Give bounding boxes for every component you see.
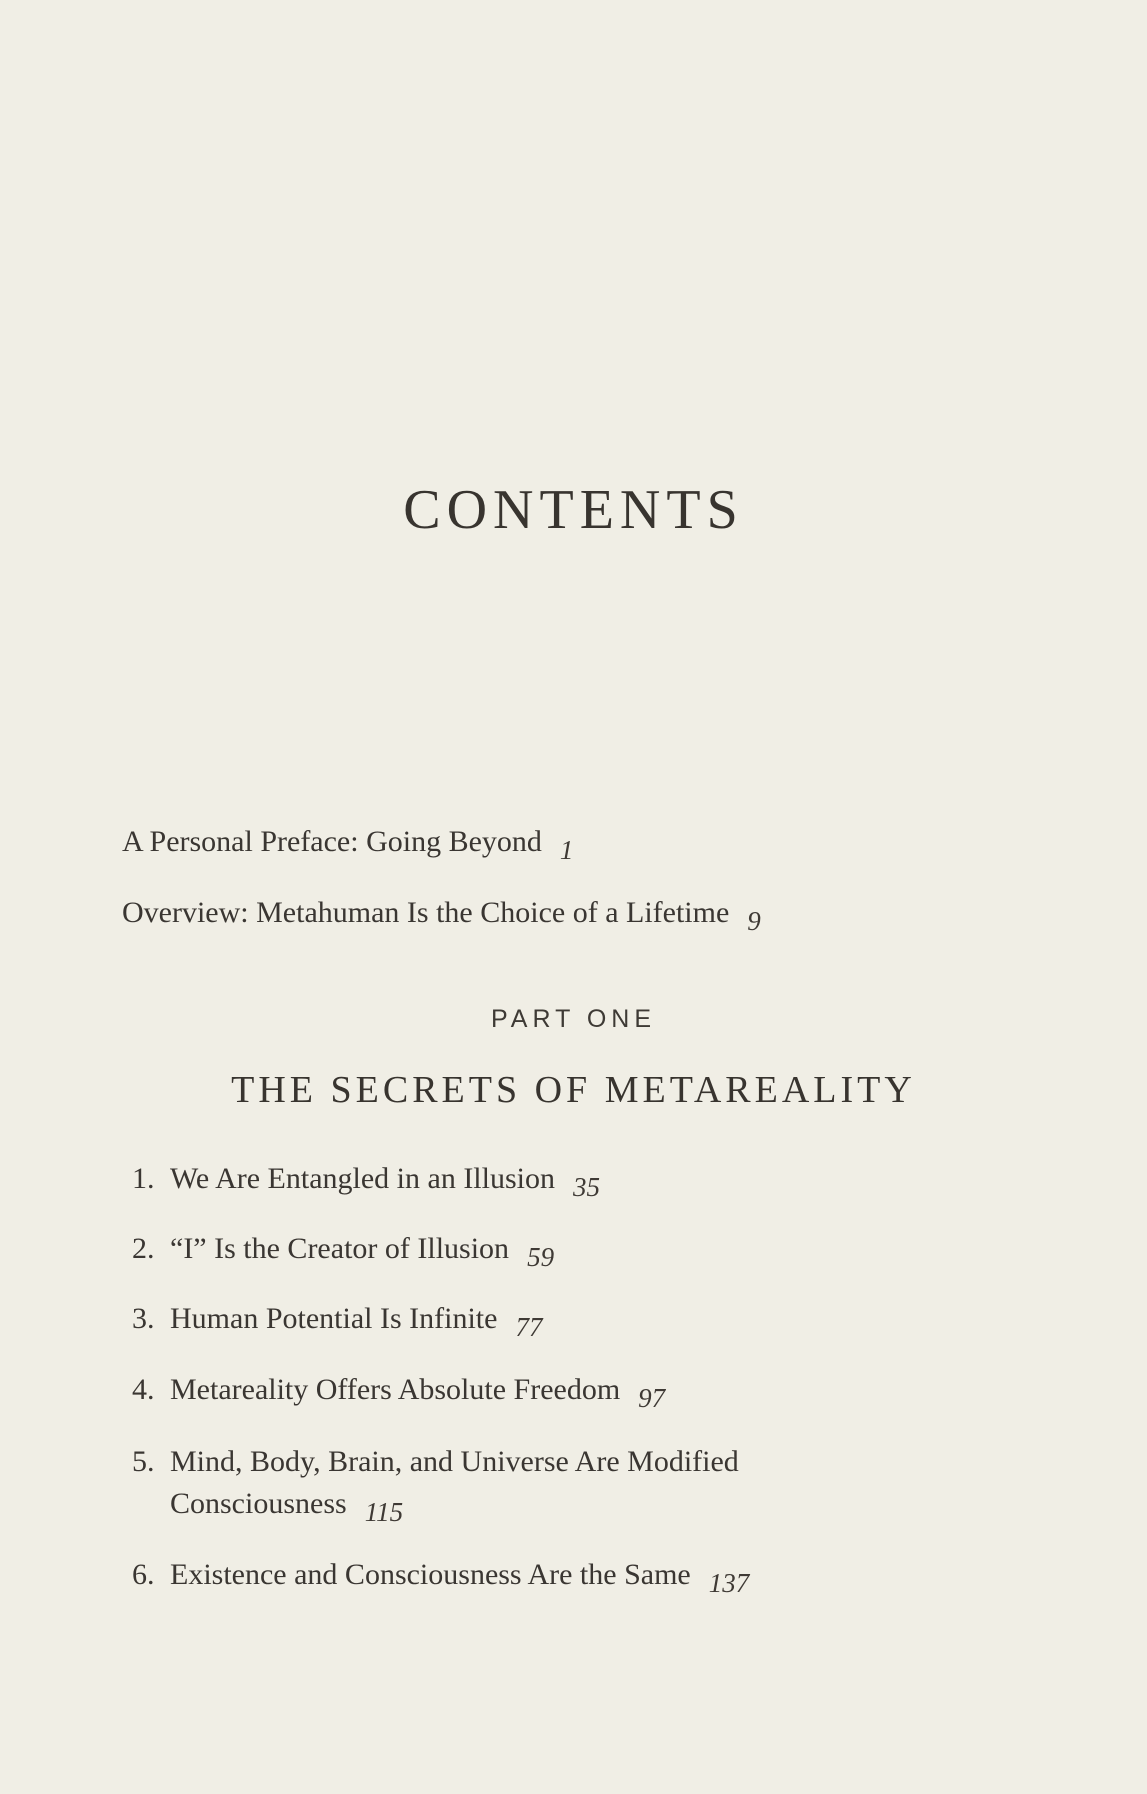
chapter-title: Human Potential Is Infinite	[170, 1302, 498, 1335]
toc-chapter-6[interactable]	[132, 1555, 750, 1598]
contents-title: CONTENTS	[403, 479, 744, 541]
chapter-number: 2.	[132, 1232, 155, 1265]
chapter-page: 59	[527, 1242, 555, 1272]
toc-chapter-1[interactable]	[132, 1159, 600, 1202]
chapter-page: 77	[515, 1312, 543, 1342]
toc-chapter-5[interactable]	[132, 1441, 739, 1525]
chapter-title: We Are Entangled in an Illusion	[170, 1162, 555, 1195]
chapter-number: 1.	[132, 1162, 155, 1195]
part-label: PART ONE	[490, 1005, 657, 1033]
chapter-page: 97	[638, 1383, 666, 1413]
chapter-title: Existence and Consciousness Are the Same	[170, 1558, 691, 1591]
toc-entry-title: A Personal Preface: Going Beyond	[122, 825, 542, 858]
chapter-page: 115	[364, 1497, 404, 1527]
chapter-number: 3.	[132, 1302, 155, 1335]
chapter-title-line1: Mind, Body, Brain, and Universe Are Modified	[170, 1445, 739, 1478]
chapter-page: 137	[708, 1568, 750, 1598]
toc-chapter-3[interactable]	[132, 1299, 543, 1342]
chapter-title: Metareality Offers Absolute Freedom	[170, 1373, 621, 1406]
toc-chapter-4[interactable]	[132, 1370, 666, 1413]
toc-entry-page: 1	[559, 835, 574, 865]
chapter-title-line2: Consciousness	[170, 1487, 347, 1520]
toc-entry-overview[interactable]	[122, 893, 761, 936]
toc-entry-page: 9	[747, 906, 761, 936]
chapter-title: “I” Is the Creator of Illusion	[170, 1232, 510, 1265]
chapter-page: 35	[573, 1172, 600, 1202]
toc-chapter-2[interactable]	[132, 1229, 555, 1272]
toc-entry-preface[interactable]	[122, 822, 574, 865]
chapter-number: 5.	[132, 1445, 155, 1478]
toc-entry-title: Overview: Metahuman Is the Choice of a Lifetime	[122, 896, 730, 929]
chapter-number: 4.	[132, 1373, 155, 1406]
chapter-number: 6.	[132, 1558, 155, 1591]
part-title: THE SECRETS OF METAREALITY	[231, 1069, 916, 1111]
